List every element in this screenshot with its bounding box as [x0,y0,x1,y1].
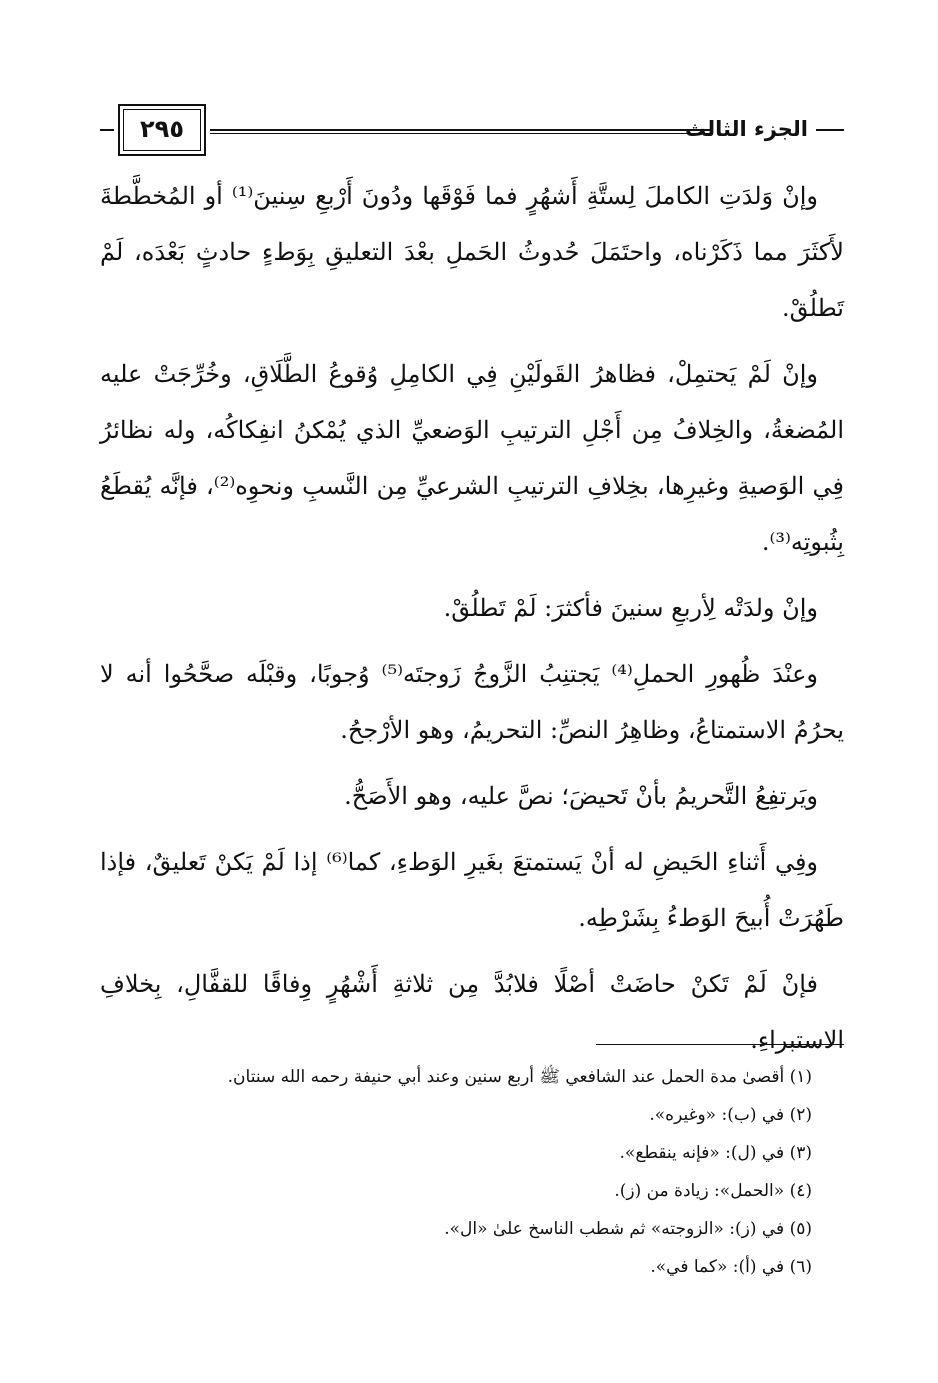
paragraph: وإنْ ولدَتْه لِأربعِ سنينَ فأكثرَ: لَمْ تَطلُقْ. [443,594,818,622]
footnote: (٣) في (ل): «فإنه ينقطع». [619,1143,812,1163]
paragraph: فإنْ لَمْ تَكنْ حاضَتْ أصْلًا فلابُدَّ مِن ثلاثةِ أَشْهُرٍ وِفاقًا للقفَّالِ، بِخلافِ الاستبراءِ. [100,970,844,1054]
header-rule-left [100,129,114,131]
footnote: (٦) في (أ): «كما في». [650,1257,812,1277]
header-rule [210,129,712,134]
page-number-frame [118,104,206,156]
footnote: (٤) «الحمل»: زيادة من (ز). [614,1181,812,1201]
paragraph: ويَرتفِعُ التَّحريمُ بأنْ تَحيضَ؛ نصَّ عليه، وهو الأَصَحُّ. [344,782,818,810]
paragraph: وإنْ لَمْ يَحتمِلْ، فظاهرُ القَولَيْنِ فِي الكامِلِ وُقوعُ الطَّلَاقِ، وخُرِّجَتْ عليه المُضغةُ، والخِلافُ مِن أَجْلِ الترتيبِ الوَضعيِّ الذي يُمْكنُ انفِكاكُه، وله نظائرُ فِي الوَصيةِ وغيرِها، بخِلافِ الترتيبِ الشرعيِّ مِن النَّسبِ ونحوِه⁽²⁾، فإنَّه يُقطَعُ بِثُبوتِه⁽³⁾. [100,360,845,556]
footnote: (١) أقصىٰ مدة الحمل عند الشافعي ﷺ أربع سنين وعند أبي حنيفة رحمه الله سنتان. [227,1067,812,1087]
footnote-separator [596,1044,844,1045]
page-number: ٢٩٥ [123,109,201,151]
part-title: الجزء الثالث [685,117,808,141]
footnote: (٥) في (ز): «الزوجته» ثم شطب الناسخ علىٰ «ال». [444,1219,812,1239]
paragraph: وفِي أَثناءِ الحَيضِ له أنْ يَستمتعَ بغَيرِ الوَطءِ، كما⁽⁶⁾ إذا لَمْ يَكنْ تَعليقٌ، فإذا طَهُرَتْ أُبيحَ الوَطءُ بِشَرْطِه. [100,848,844,932]
footnote: (٢) في (ب): «وغيره». [649,1105,812,1125]
footnotes [100,1058,812,1286]
paragraph: وعنْدَ ظُهورِ الحملِ⁽⁴⁾ يَجتنِبُ الزَّوجُ زَوجتَه⁽⁵⁾ وُجوبًا، وقبْلَه صحَّحُوا أنه لا يحرُمُ الاستمتاعُ، وظاهِرُ النصِّ: التحريمُ، وهو الأرْجحُ. [100,660,844,744]
header-rule-right [816,129,844,131]
paragraph: وإنْ وَلدَتِ الكاملَ لِستَّةِ أَشهُرٍ فما فَوْقَها ودُونَ أَرْبعِ سِنينَ⁽¹⁾ أو المُخطَّطةَ لأَكثَرَ مما ذَكَرْناه، واحتَمَلَ حُدوثُ الحَملِ بعْدَ التعليقِ بِوَطءٍ حادثٍ بَعْدَه، لَمْ تَطلُقْ. [100,182,844,322]
page-header [100,104,844,160]
body-text [100,168,844,1068]
